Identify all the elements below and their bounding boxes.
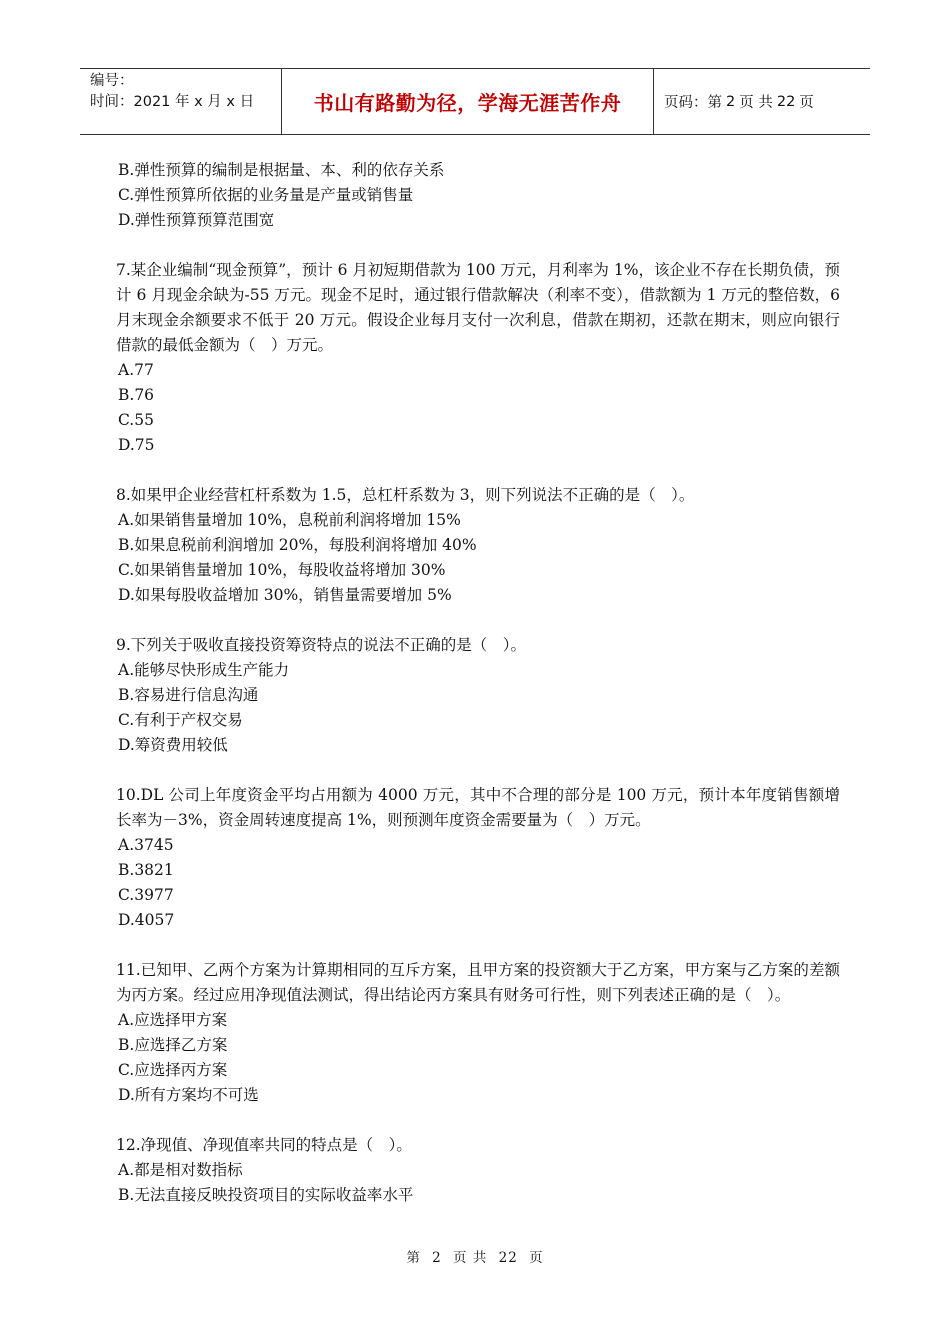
option-line: C.应选择丙方案 bbox=[118, 1061, 228, 1079]
question-11 bbox=[116, 958, 840, 1108]
option-line: C.有利于产权交易 bbox=[118, 711, 243, 729]
option-line: D.如果每股收益增加 30%，销售量需要增加 5% bbox=[118, 586, 452, 604]
question-8 bbox=[116, 483, 840, 608]
question-10 bbox=[116, 783, 840, 933]
option-line: D.所有方案均不可选 bbox=[118, 1086, 259, 1104]
header-page-mid: 页 共 bbox=[739, 95, 773, 111]
question-stem: 11.已知甲、乙两个方案为计算期相同的互斥方案，且甲方案的投资额大于乙方案，甲方案与乙方案的差额为丙方案。经过应用净现值法测试，得出结论丙方案具有财务可行性，则下列表述正确的是（ ）。 bbox=[116, 961, 840, 1004]
option-line: B.无法直接反映投资项目的实际收益率水平 bbox=[118, 1186, 414, 1204]
option-line: A.3745 bbox=[118, 836, 174, 854]
question-stem: 12.净现值、净现值率共同的特点是（ ）。 bbox=[116, 1136, 412, 1154]
header-motto: 书山有路勤为径，学海无涯苦作舟 bbox=[282, 69, 654, 134]
option-line: B.弹性预算的编制是根据量、本、利的依存关系 bbox=[118, 161, 445, 179]
question-stem: 7.某企业编制“现金预算”，预计 6 月初短期借款为 100 万元，月利率为 1%，该企业不存在长期负债，预计 6 月现金余缺为-55 万元。现金不足时，通过银行借款解决（利率不变），借款额为 1 万元的整倍数，6 月末现金余额要求不低于 20 万元。假设企业每月支付一次利息，借款在期初，还款在期末，则应向银行借款的最低金额为（ ）万元。 bbox=[116, 261, 840, 354]
header-meta-cell bbox=[80, 69, 282, 134]
footer-page-number: 2 bbox=[432, 1250, 442, 1266]
carryover-question bbox=[116, 158, 840, 233]
option-line: D.75 bbox=[118, 436, 155, 454]
page-footer bbox=[0, 1246, 950, 1266]
question-9 bbox=[116, 633, 840, 758]
option-line: C.弹性预算所依据的业务量是产量或销售量 bbox=[118, 186, 414, 204]
option-line: A.能够尽快形成生产能力 bbox=[118, 661, 290, 679]
footer-mid: 页 共 bbox=[453, 1250, 488, 1266]
option-line: D.4057 bbox=[118, 911, 175, 929]
footer-end: 页 bbox=[529, 1250, 544, 1266]
question-stem: 10.DL 公司上年度资金平均占用额为 4000 万元，其中不合理的部分是 100 万元，预计本年度销售额增长率为－3%，资金周转速度提高 1%，则预测年度资金需要量为（ ）万元。 bbox=[116, 786, 840, 829]
option-line: A.都是相对数指标 bbox=[118, 1161, 243, 1179]
option-line: A.应选择甲方案 bbox=[118, 1011, 228, 1029]
option-line: A.77 bbox=[118, 361, 154, 379]
option-line: C.如果销售量增加 10%，每股收益将增加 30% bbox=[118, 561, 446, 579]
option-line: B.3821 bbox=[118, 861, 174, 879]
option-line: C.55 bbox=[118, 411, 154, 429]
question-stem: 9.下列关于吸收直接投资筹资特点的说法不正确的是（ ）。 bbox=[116, 636, 527, 654]
footer-pre: 第 bbox=[406, 1250, 421, 1266]
header-page-end: 页 bbox=[799, 95, 814, 111]
option-line: B.76 bbox=[118, 386, 155, 404]
option-line: D.筹资费用较低 bbox=[118, 736, 228, 754]
option-line: D.弹性预算预算范围宽 bbox=[118, 211, 275, 229]
page-content bbox=[116, 158, 840, 1233]
document-number-label: 编号： bbox=[90, 73, 134, 89]
header-page-number: 2 bbox=[726, 93, 736, 110]
header-page-total: 22 bbox=[776, 93, 796, 110]
question-stem: 8.如果甲企业经营杠杆系数为 1.5，总杠杆系数为 3，则下列说法不正确的是（ ）。 bbox=[116, 486, 695, 504]
option-line: C.3977 bbox=[118, 886, 174, 904]
header-page-label: 页码：第 bbox=[664, 95, 722, 111]
option-line: A.如果销售量增加 10%，息税前利润将增加 15% bbox=[118, 511, 461, 529]
option-line: B.容易进行信息沟通 bbox=[118, 686, 259, 704]
document-header bbox=[80, 68, 870, 135]
document-time-label: 时间：2021 年 x 月 x 日 bbox=[90, 94, 255, 110]
footer-page-total: 22 bbox=[498, 1250, 518, 1266]
question-12 bbox=[116, 1133, 840, 1208]
option-line: B.如果息税前利润增加 20%，每股利润将增加 40% bbox=[118, 536, 477, 554]
option-line: B.应选择乙方案 bbox=[118, 1036, 228, 1054]
question-7 bbox=[116, 258, 840, 458]
header-page-info bbox=[654, 69, 870, 134]
